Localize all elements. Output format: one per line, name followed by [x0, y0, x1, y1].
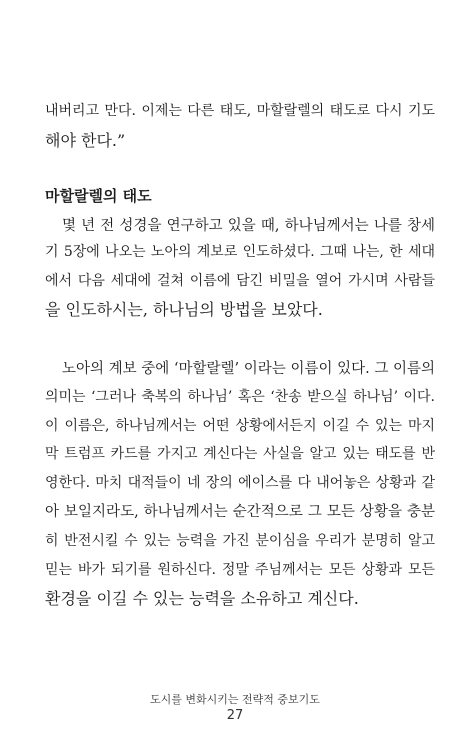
text-line: 몇 년 전 성경을 연구하고 있을 때, 하나님께서는 나를 창세 — [62, 218, 435, 234]
text-line: 믿는 바가 되기를 원하신다. 정말 주님께서는 모든 상황과 모든 — [45, 562, 435, 578]
text-line: 아 보일지라도, 하나님께서는 순간적으로 그 모든 상황을 충분 — [45, 504, 435, 520]
text-line: 에서 다음 세대에 걸쳐 이름에 담긴 비밀을 열어 가시며 사람들 — [45, 273, 435, 289]
section-heading: 마할랄렐의 태도 — [45, 187, 152, 205]
running-footer-title: 도시를 변화시키는 전략적 중보기도 — [150, 693, 320, 706]
text-line: 의미는 ‘그러나 축복의 하나님’ 혹은 ‘찬송 받으실 하나님’ 이다. — [45, 389, 435, 405]
text-line: 기 5장에 나오는 노아의 계보로 인도하셨다. 그때 나는, 한 세대 — [45, 244, 435, 260]
text-line: 내버리고 만다. 이제는 다른 태도, 마할랄렐의 태도로 다시 기도 — [45, 103, 435, 119]
page-number: 27 — [226, 708, 244, 723]
text-line: 해야 한다.” — [45, 131, 126, 150]
text-line: 노아의 계보 중에 ‘마할랄렐’ 이라는 이름이 있다. 그 이름의 — [62, 361, 435, 377]
text-line: 환경을 이길 수 있는 능력을 소유하고 계신다. — [45, 589, 359, 608]
text-line: 히 반전시킬 수 있는 능력을 가진 분이심을 우리가 분명히 알고 — [45, 533, 435, 549]
text-line: 이 이름은, 하나님께서는 어떤 상황에서든지 이길 수 있는 마지 — [45, 418, 435, 434]
text-line: 을 인도하시는, 하나님의 방법을 보았다. — [45, 300, 323, 319]
text-line: 영한다. 마치 대적들이 네 장의 에이스를 다 내어놓은 상황과 같 — [45, 475, 435, 491]
text-line: 막 트럼프 카드를 가지고 계신다는 사실을 알고 있는 태도를 반 — [45, 446, 435, 462]
